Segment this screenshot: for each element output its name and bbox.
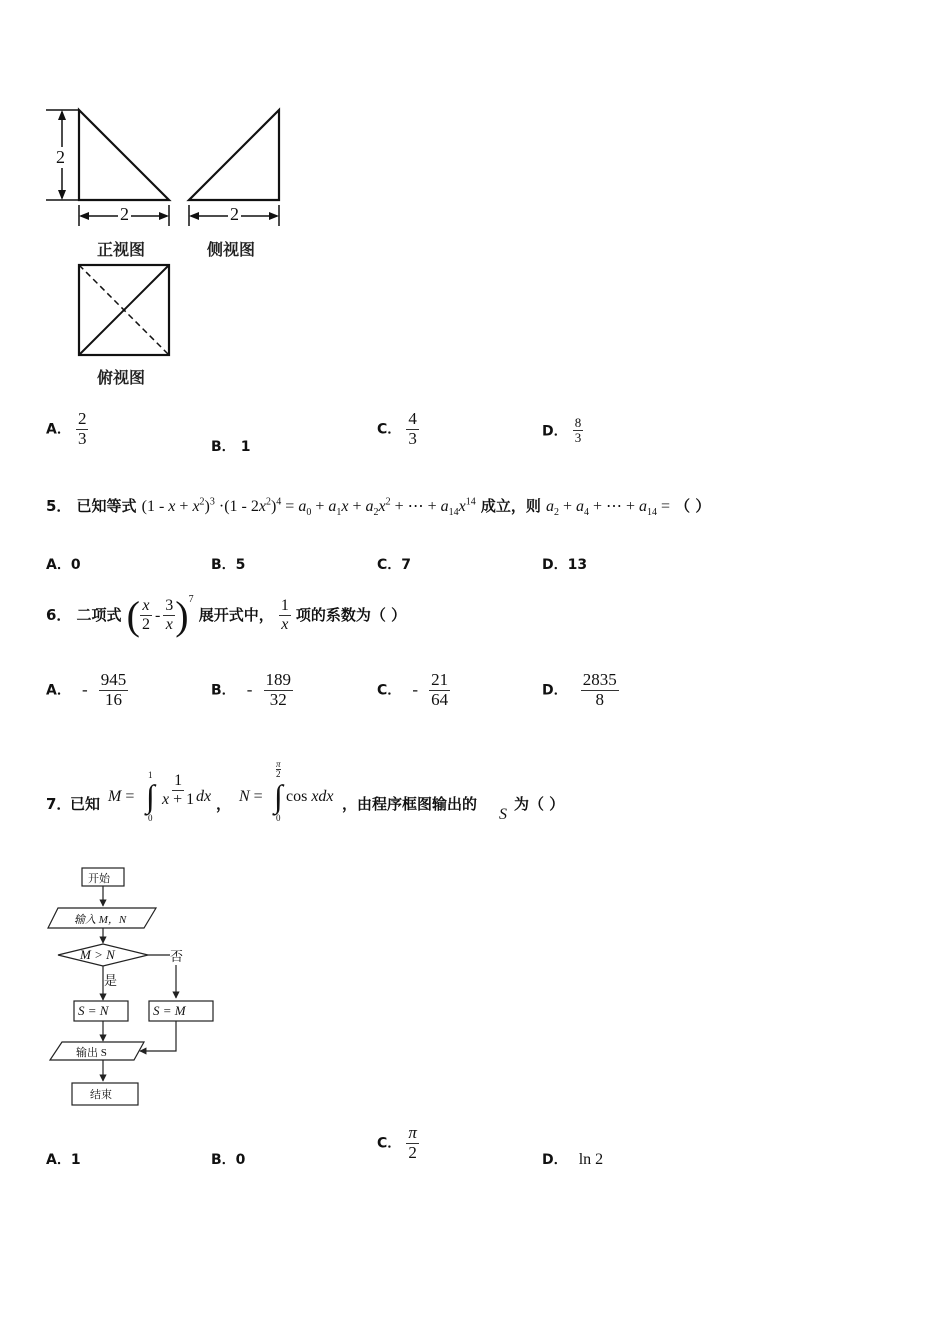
flow-end-label: 结束 bbox=[90, 1089, 112, 1101]
fraction: $\frac{8}{3}$ bbox=[574, 415, 582, 446]
dim-side-width-label: 2 bbox=[230, 204, 239, 224]
flow-yes-label: 是 bbox=[104, 973, 118, 988]
question-6: 6． 二项式 ( $\frac{x}{2}$ - $\frac{3}{x}$ ) $^7$ 展开式中， $\frac{1}{x}$ 项的系数为（ ） bbox=[46, 593, 407, 638]
flow-assign-yes-label: S = N bbox=[78, 1003, 109, 1018]
dim-height-label: 2 bbox=[56, 147, 65, 167]
option-d[interactable]: D． ln 2 bbox=[542, 1151, 604, 1168]
dim-front-width-label: 2 bbox=[120, 204, 129, 224]
option-b[interactable]: B． 1 bbox=[211, 439, 251, 455]
option-c[interactable]: C． - $\frac{21}{64}$ bbox=[377, 670, 449, 709]
three-view-figure bbox=[40, 100, 300, 400]
option-a[interactable]: A． - $\frac{945}{16}$ bbox=[46, 670, 127, 709]
option-d[interactable]: D． $\frac{2835}{8}$ bbox=[542, 670, 617, 709]
side-view-triangle bbox=[189, 110, 279, 200]
front-view-caption: 正视图 bbox=[97, 240, 146, 259]
top-view-caption: 俯视图 bbox=[97, 368, 146, 387]
option-c[interactable]: C．7 bbox=[377, 557, 412, 573]
option-d[interactable]: D．13 bbox=[542, 557, 588, 573]
flow-output-label: 输出 S bbox=[76, 1047, 107, 1059]
option-d[interactable]: D． $\frac{8}{3}$ bbox=[542, 415, 582, 446]
option-a[interactable]: A．0 bbox=[46, 557, 81, 573]
q5-sum: $a_2 + a_4$ + ⋯ + $a_{14}$ = bbox=[545, 498, 671, 519]
fraction: $\frac{2}{3}$ bbox=[77, 409, 87, 448]
q5-equation: $(1 - x + x^2)^3 \cdot(1 - 2x^2)^4 = a_0 + a_1x + a_2x^2$ + ⋯ + $a_{14}x^{14}$ bbox=[141, 496, 476, 519]
var-s: S bbox=[499, 806, 507, 823]
side-view-caption: 侧视图 bbox=[207, 240, 256, 259]
flow-input-label: 输入 M，N bbox=[74, 914, 127, 926]
three-view-svg bbox=[40, 100, 300, 400]
flow-assign-no-label: S = M bbox=[153, 1003, 186, 1018]
option-a[interactable]: A． $\frac{2}{3}$ bbox=[46, 409, 87, 448]
flowchart bbox=[40, 860, 240, 1112]
front-view-triangle bbox=[79, 110, 169, 200]
flow-start-label: 开始 bbox=[88, 873, 110, 885]
option-b[interactable]: B． - $\frac{189}{32}$ bbox=[211, 670, 292, 709]
question-7: 7． 已知 M = ∫ 1 0 $\frac{1}{x + 1}$ dx ， N = ∫ π 2 0 cos xdx ，由程序框图输出的 S 为（ ） bbox=[46, 762, 746, 832]
q6-binomial: ( $\frac{x}{2}$ - $\frac{3}{x}$ ) $^7$ bbox=[126, 593, 194, 638]
flow-cond-label: M > N bbox=[80, 947, 115, 962]
integral-m: M = ∫ 1 0 $\frac{1}{x + 1}$ dx bbox=[108, 770, 212, 823]
fraction: $\frac{4}{3}$ bbox=[408, 409, 417, 448]
integral-n: N = ∫ π 2 0 cos xdx bbox=[239, 759, 334, 823]
option-b[interactable]: B．5 bbox=[211, 557, 246, 573]
option-c[interactable]: C． $\frac{\pi}{2}$ bbox=[377, 1123, 417, 1162]
q6-term: $\frac{1}{x}$ bbox=[280, 597, 289, 633]
option-c[interactable]: C． $\frac{4}{3}$ bbox=[377, 409, 417, 448]
flowchart-svg bbox=[40, 860, 240, 1112]
option-a[interactable]: A．1 bbox=[46, 1152, 81, 1168]
question-5: 5． 已知等式 $(1 - x + x^2)^3 \cdot(1 - 2x^2)^4 = a_0 + a_1x + a_2x^2$ + ⋯ + $a_{14}x^{14}$ 成立，则 $a_2 + a_4$ + ⋯ + $a_{14}$ = （ ） bbox=[46, 496, 711, 519]
flow-no-label: 否 bbox=[170, 946, 183, 965]
option-b[interactable]: B．0 bbox=[211, 1152, 246, 1168]
